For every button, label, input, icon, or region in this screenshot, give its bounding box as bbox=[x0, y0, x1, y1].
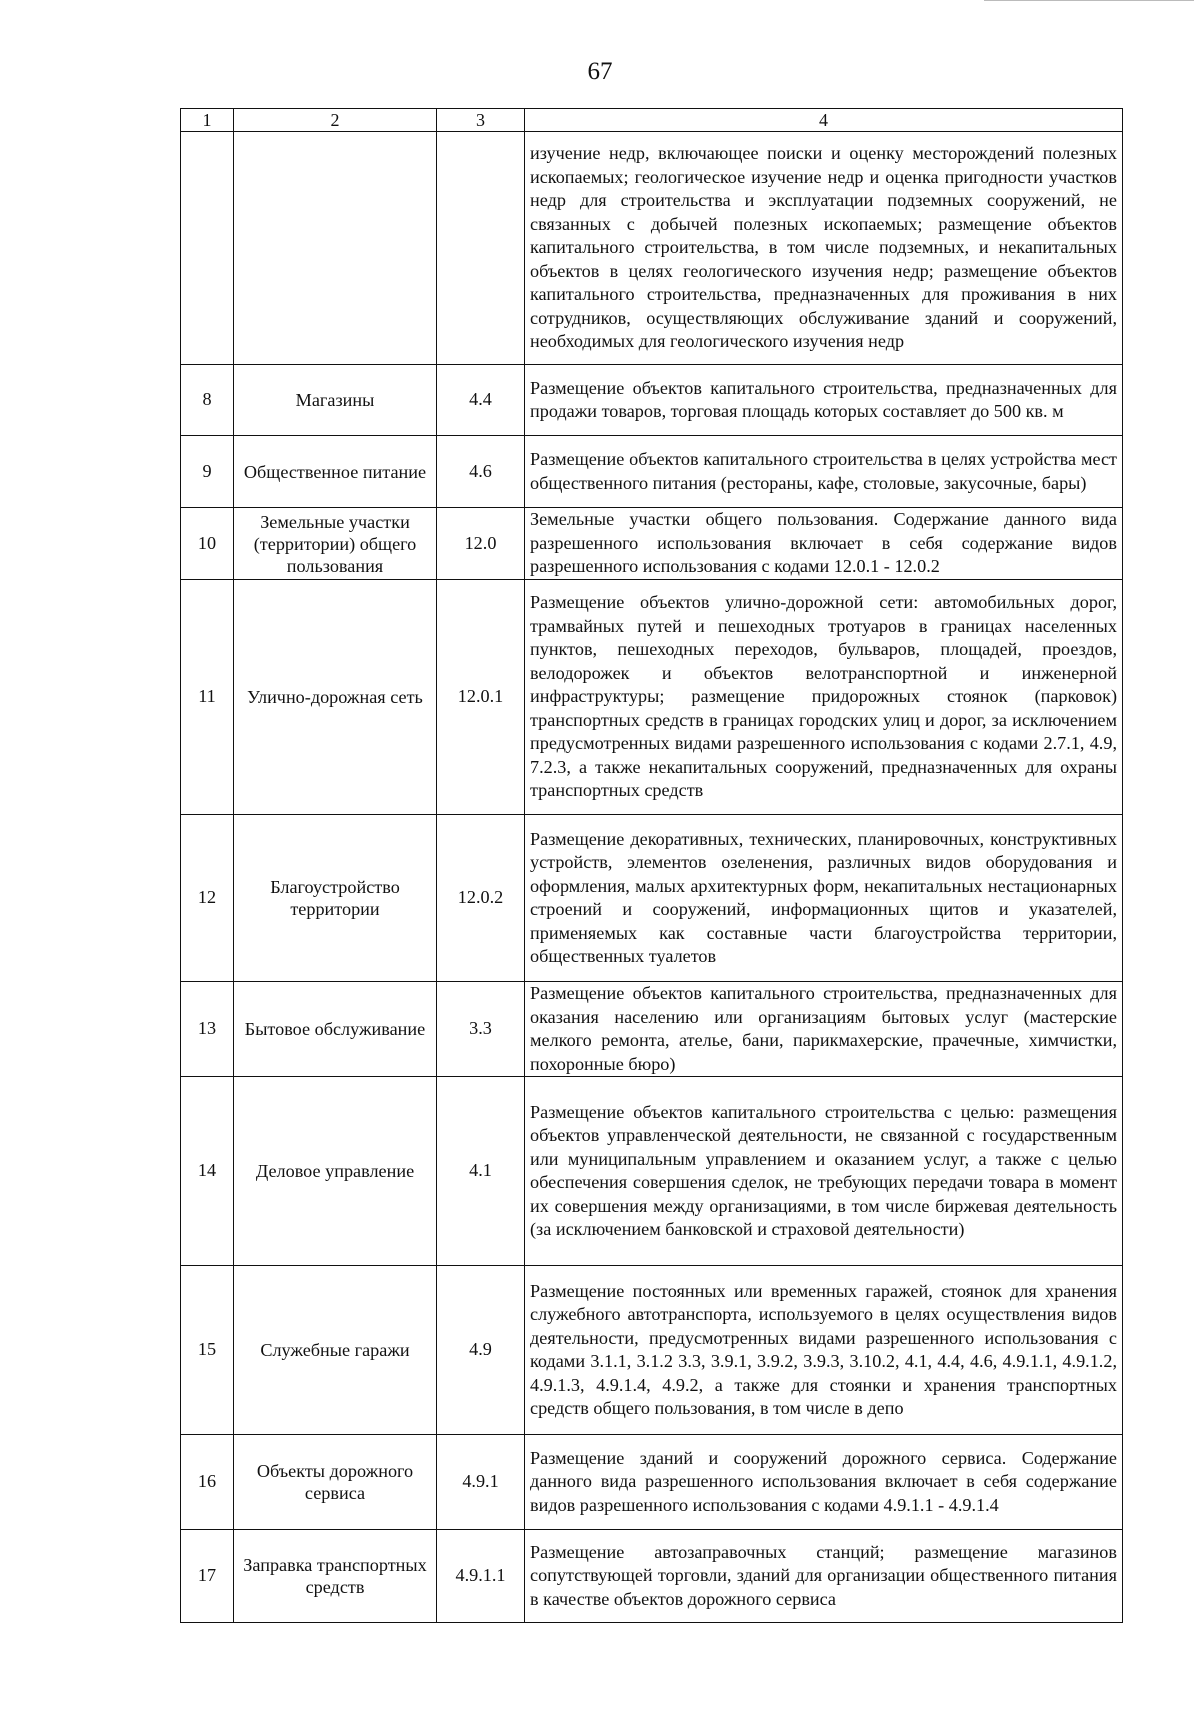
table-header-row bbox=[181, 109, 1123, 132]
use-type-description: Размещение декоративных, технических, планировочных, конструктивных устройств, элементов озеленения, различных видов оборудования и оформления, малых архитектурных форм, некапитальных нестационарных строений и сооружений, информационных щитов и указателей, применяемых как составные части благоустройства территории, общественных туалетов bbox=[525, 815, 1123, 982]
use-type-description: Размещение постоянных или временных гаражей, стоянок для хранения служебного автотранспорта, используемого в целях осуществления видов деятельности, предусмотренных видами разрешенного использования с кодами 3.1.1, 3.1.2 3.3, 3.9.1, 3.9.2, 3.9.3, 3.10.2, 4.1, 4.4, 4.6, 4.9.1.1, 4.9.1.2, 4.9.1.3, 4.9.1.4, 4.9.2, а также для стоянки и хранения транспортных средств общего пользования, в том числе в депо bbox=[525, 1266, 1123, 1435]
use-type-name: Деловое управление bbox=[234, 1077, 437, 1266]
use-type-code: 4.9.1 bbox=[437, 1435, 525, 1530]
row-number: 12 bbox=[181, 815, 234, 982]
row-number: 15 bbox=[181, 1266, 234, 1435]
use-type-name: Магазины bbox=[234, 365, 437, 436]
use-type-name: Бытовое обслуживание bbox=[234, 982, 437, 1077]
table-row bbox=[181, 508, 1123, 580]
use-type-code: 4.9 bbox=[437, 1266, 525, 1435]
use-type-code: 4.4 bbox=[437, 365, 525, 436]
use-type-name: Улично-дорожная сеть bbox=[234, 580, 437, 815]
row-number: 14 bbox=[181, 1077, 234, 1266]
use-type-description: Размещение объектов улично-дорожной сети: автомобильных дорог, трамвайных путей и пешеходных тротуаров в границах населенных пунктов, пешеходных переходов, бульваров, площадей, проездов, велодорожек и объектов велотранспортной и инженерной инфраструктуры; размещение придорожных стоянок (парковок) транспортных средств в границах городских улиц и дорог, за исключением предусмотренных видами разрешенного использования с кодами 2.7.1, 4.9, 7.2.3, а также некапитальных сооружений, предназначенных для охраны транспортных средств bbox=[525, 580, 1123, 815]
row-number: 13 bbox=[181, 982, 234, 1077]
column-header-1: 1 bbox=[181, 109, 234, 132]
use-type-description: Размещение автозаправочных станций; размещение магазинов сопутствующей торговли, зданий для организации общественного питания в качестве объектов дорожного сервиса bbox=[525, 1530, 1123, 1623]
row-number: 17 bbox=[181, 1530, 234, 1623]
use-type-code: 4.9.1.1 bbox=[437, 1530, 525, 1623]
table-row bbox=[181, 580, 1123, 815]
use-type-description: Размещение объектов капитального строительства, предназначенных для продажи товаров, торговая площадь которых составляет до 500 кв. м bbox=[525, 365, 1123, 436]
table-row bbox=[181, 1077, 1123, 1266]
table-row bbox=[181, 1435, 1123, 1530]
use-type-name bbox=[234, 132, 437, 365]
table-row bbox=[181, 982, 1123, 1077]
column-header-4: 4 bbox=[525, 109, 1123, 132]
use-type-description: изучение недр, включающее поиски и оценку месторождений полезных ископаемых; геологическое изучение недр и оценка пригодности участков недр для строительства и эксплуатации подземных сооружений, не связанных с добычей полезных ископаемых; размещение объектов капитального строительства, в том числе подземных, и некапитальных объектов в целях геологического изучения недр; размещение объектов капитального строительства, предназначенных для проживания в них сотрудников, осуществляющих обслуживание зданий и сооружений, необходимых для геологического изучения недр bbox=[525, 132, 1123, 365]
use-type-description: Размещение зданий и сооружений дорожного сервиса. Содержание данного вида разрешенного использования включает в себя содержание видов разрешенного использования с кодами 4.9.1.1 - 4.9.1.4 bbox=[525, 1435, 1123, 1530]
use-type-description: Размещение объектов капитального строительства с целью: размещения объектов управленческой деятельности, не связанной с государственным или муниципальным управлением и оказанием услуг, а также с целью обеспечения совершения сделок, не требующих передачи товара в момент их совершения между организациями, в том числе биржевая деятельность (за исключением банковской и страховой деятельности) bbox=[525, 1077, 1123, 1266]
use-type-name: Заправка транспортных средств bbox=[234, 1530, 437, 1623]
use-type-code: 3.3 bbox=[437, 982, 525, 1077]
use-type-code: 4.6 bbox=[437, 436, 525, 508]
row-number: 11 bbox=[181, 580, 234, 815]
column-header-3: 3 bbox=[437, 109, 525, 132]
use-type-description: Размещение объектов капитального строительства, предназначенных для оказания населению или организациям бытовых услуг (мастерские мелкого ремонта, ателье, бани, парикмахерские, прачечные, химчистки, похоронные бюро) bbox=[525, 982, 1123, 1077]
scan-edge-mark bbox=[984, 0, 1194, 6]
table-row bbox=[181, 436, 1123, 508]
use-type-name: Благоустройство территории bbox=[234, 815, 437, 982]
use-type-code bbox=[437, 132, 525, 365]
column-header-2: 2 bbox=[234, 109, 437, 132]
row-number: 10 bbox=[181, 508, 234, 580]
table-row bbox=[181, 815, 1123, 982]
use-type-code: 12.0.2 bbox=[437, 815, 525, 982]
use-type-name: Общественное питание bbox=[234, 436, 437, 508]
use-type-code: 12.0 bbox=[437, 508, 525, 580]
use-type-name: Земельные участки (территории) общего пользования bbox=[234, 508, 437, 580]
page-number: 67 bbox=[587, 58, 613, 85]
use-type-name: Служебные гаражи bbox=[234, 1266, 437, 1435]
use-type-description: Земельные участки общего пользования. Содержание данного вида разрешенного использования включает в себя содержание видов разрешенного использования с кодами 12.0.1 - 12.0.2 bbox=[525, 508, 1123, 580]
table-row bbox=[181, 1530, 1123, 1623]
land-use-table bbox=[180, 108, 1123, 1623]
row-number: 8 bbox=[181, 365, 234, 436]
table-row bbox=[181, 1266, 1123, 1435]
row-number: 9 bbox=[181, 436, 234, 508]
use-type-description: Размещение объектов капитального строительства в целях устройства мест общественного питания (рестораны, кафе, столовые, закусочные, бары) bbox=[525, 436, 1123, 508]
use-type-code: 12.0.1 bbox=[437, 580, 525, 815]
row-number bbox=[181, 132, 234, 365]
row-number: 16 bbox=[181, 1435, 234, 1530]
table-row bbox=[181, 365, 1123, 436]
use-type-code: 4.1 bbox=[437, 1077, 525, 1266]
use-type-name: Объекты дорожного сервиса bbox=[234, 1435, 437, 1530]
table-row bbox=[181, 132, 1123, 365]
